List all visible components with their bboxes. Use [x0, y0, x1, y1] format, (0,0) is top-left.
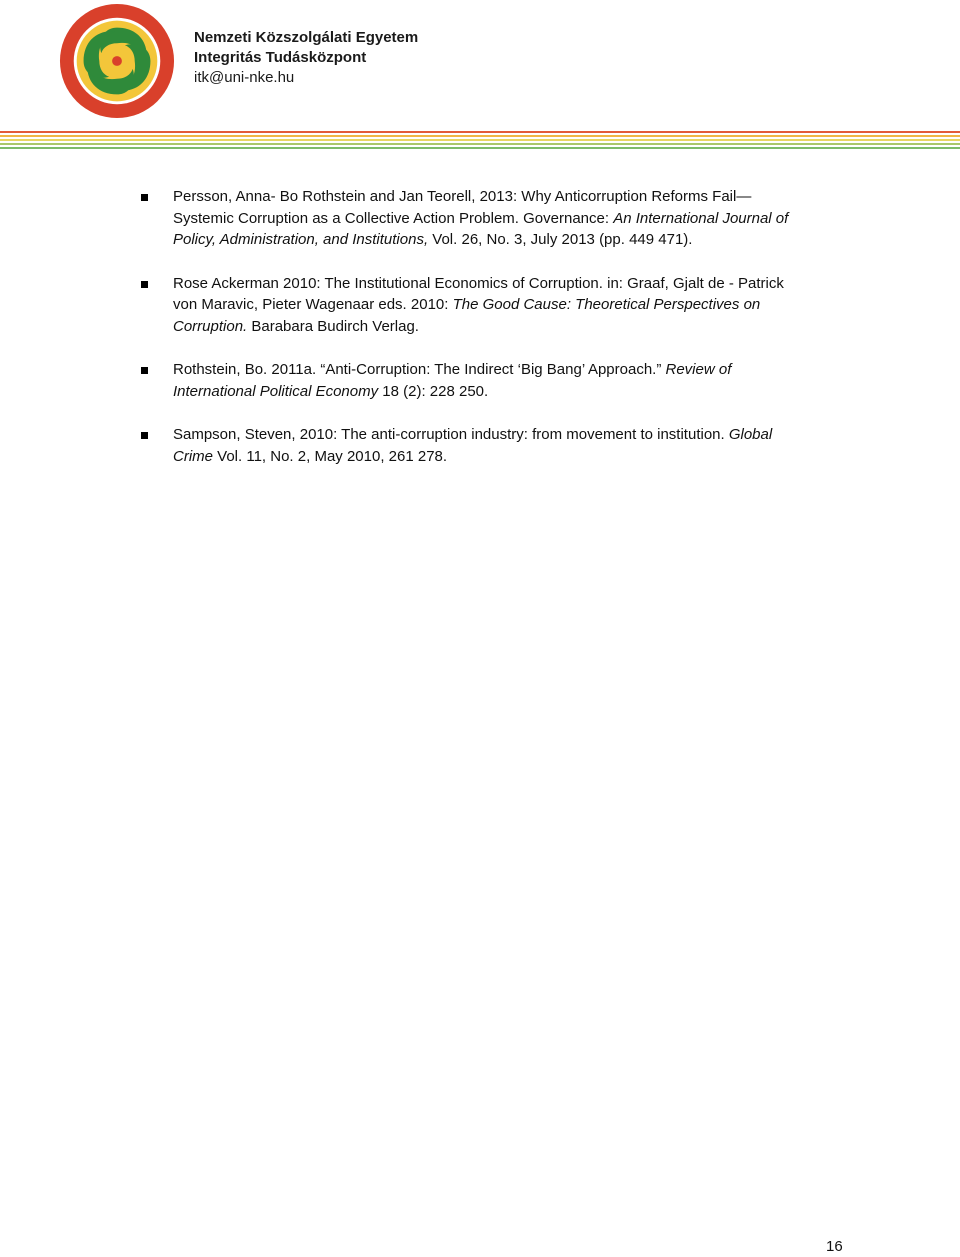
reference-line — [173, 208, 860, 230]
reference-line — [173, 316, 860, 338]
reference-text: Persson, Anna- Bo Rothstein and Jan Teorell, 2013: Why Anticorruption Reforms Fail— — [173, 188, 752, 205]
reference-item — [0, 424, 960, 467]
header-stripe — [0, 139, 960, 141]
reference-italic-text: International Political Economy — [173, 382, 379, 400]
square-bullet-icon — [141, 194, 148, 201]
university-seal-icon — [58, 2, 176, 120]
header-stripe — [0, 135, 960, 137]
header-stripe — [0, 147, 960, 149]
page-header — [0, 0, 960, 150]
reference-line — [173, 273, 860, 295]
organization-info — [194, 28, 418, 88]
reference-italic-text: Review of — [665, 361, 732, 378]
reference-text: 18 (2): 228 250. — [378, 382, 489, 400]
reference-italic-text: The Good Cause: Theoretical Perspectives on — [452, 296, 761, 313]
header-stripes — [0, 131, 960, 149]
reference-text: von Maravic, Pieter Wagenaar eds. 2010: — [173, 296, 453, 313]
reference-italic-text: Corruption. — [173, 317, 248, 335]
reference-text: Rothstein, Bo. 2011a. “Anti-Corruption: The Indirect ‘Big Bang’ Approach.” — [173, 361, 666, 378]
reference-text: Systemic Corruption as a Collective Action Problem. Governance: — [173, 209, 614, 227]
reference-italic-text: Crime — [173, 447, 213, 465]
organization-name: Nemzeti Közszolgálati Egyetem — [194, 29, 419, 46]
reference-line — [173, 381, 860, 403]
reference-line — [173, 359, 860, 381]
reference-line — [173, 294, 860, 316]
reference-italic-text: Global — [728, 426, 773, 443]
reference-item — [0, 273, 960, 338]
reference-item — [0, 186, 960, 251]
contact-email[interactable]: itk@uni-nke.hu — [194, 69, 295, 86]
reference-line — [173, 186, 860, 208]
reference-line — [173, 424, 860, 446]
header-stripe — [0, 143, 960, 145]
reference-line — [173, 446, 860, 468]
reference-text: Rose Ackerman 2010: The Institutional Economics of Corruption. in: Graaf, Gjalt de - Patrick — [173, 274, 784, 292]
reference-text: Vol. 11, No. 2, May 2010, 261 278. — [213, 447, 448, 465]
reference-text: Barabara Budirch Verlag. — [247, 317, 419, 335]
page-number: 16 — [826, 1238, 843, 1255]
header-stripe — [0, 131, 960, 133]
square-bullet-icon — [141, 367, 148, 374]
square-bullet-icon — [141, 281, 148, 288]
reference-item — [0, 359, 960, 402]
square-bullet-icon — [141, 432, 148, 439]
center-name: Integritás Tudásközpont — [194, 49, 367, 66]
reference-text: Vol. 26, No. 3, July 2013 (pp. 449 471). — [428, 231, 693, 248]
reference-text: Sampson, Steven, 2010: The anti-corruption industry: from movement to institution. — [173, 426, 729, 443]
reference-list — [0, 186, 960, 489]
reference-italic-text: An International Journal of — [613, 209, 789, 227]
reference-italic-text: Policy, Administration, and Institutions, — [173, 231, 429, 248]
reference-line — [173, 229, 860, 251]
